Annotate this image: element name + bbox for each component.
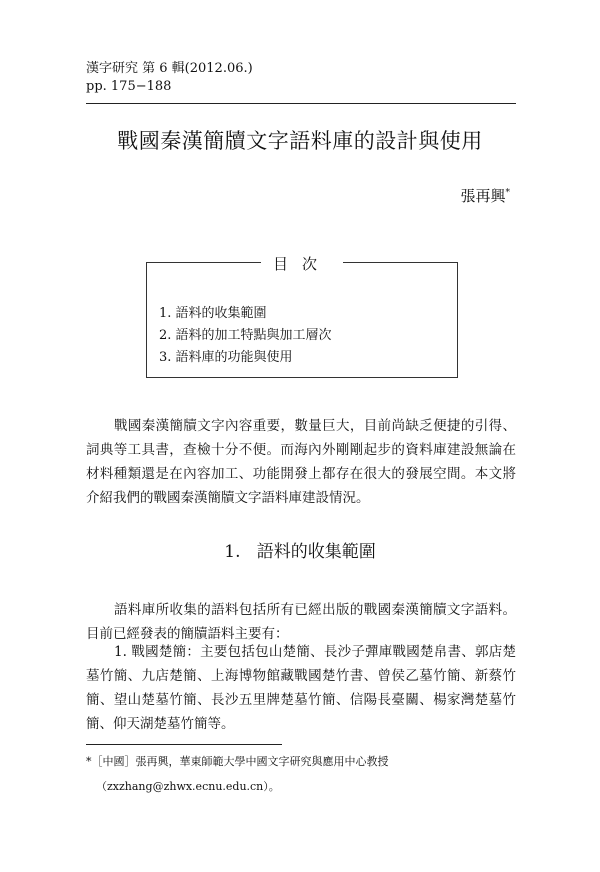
abstract-paragraph: 戰國秦漢簡牘文字內容重要，數量巨大，目前尚缺乏便捷的引得、詞典等工具書，查檢十分不便。而海內外剛剛起步的資料庫建設無論在材料種類還是在內容加工、功能開發上都存在很大的發展空間。本文將介紹我們的戰國秦漢簡牘文字語料庫建設情況。 xyxy=(86,418,516,506)
toc-item: 1. 語料的收集範圍 xyxy=(159,306,267,321)
toc-item: 3. 語料庫的功能與使用 xyxy=(159,350,293,365)
body-paragraph: 1. 戰國楚簡：主要包括包山楚簡、長沙子彈庫戰國楚帛書、郭店楚墓竹簡、九店楚簡、上海博物館藏戰國楚竹書、曾侯乙墓竹簡、新蔡竹簡、望山楚墓竹簡、長沙五里牌楚墓竹簡、信陽長臺關、楊家灣楚墓竹簡、仰天湖楚墓竹簡等。 xyxy=(86,644,516,732)
toc-list xyxy=(159,303,332,369)
toc-title: 目次 xyxy=(261,255,343,273)
footnote-rule xyxy=(86,744,282,745)
page-range: pp. 175−188 xyxy=(86,79,172,94)
paper-title: 戰國秦漢簡牘文字語料庫的設計與使用 xyxy=(117,129,483,153)
author-footnote-mark: * xyxy=(505,188,510,198)
body-paragraph: 語料庫所收集的語料包括所有已經出版的戰國秦漢簡牘文字語料。目前已經發表的簡牘語料主要有： xyxy=(86,602,516,642)
table-of-contents xyxy=(146,255,458,378)
toc-item: 2. 語料的加工特點與加工層次 xyxy=(159,328,332,343)
header-rule xyxy=(86,103,516,104)
author-name: 張再興 xyxy=(460,187,506,205)
running-header xyxy=(86,60,516,96)
journal-info: 漢字研究 第 6 輯(2012.06.) xyxy=(86,61,253,76)
section-heading: 1. 語料的收集範圍 xyxy=(224,542,376,562)
footnote-email: （zxzhang@zhwx.ecnu.edu.cn）。 xyxy=(96,780,280,793)
footnote-text: *［中國］張再興，華東師範大學中國文字研究與應用中心教授 xyxy=(86,755,389,768)
author xyxy=(460,185,510,206)
